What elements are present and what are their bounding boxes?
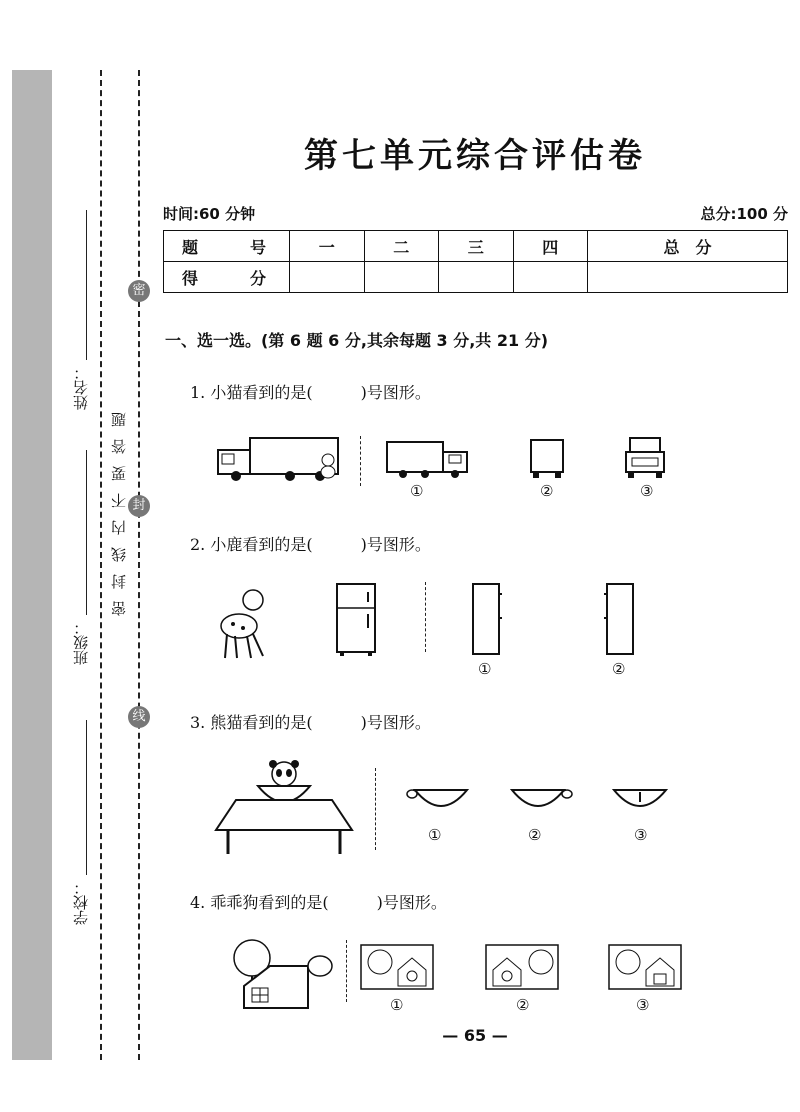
option-label: ①: [478, 660, 492, 678]
school-blank-line: [86, 720, 87, 875]
question-1-text: 1. 小猫看到的是( )号图形。: [190, 383, 431, 402]
binding-dash-line-1: [100, 70, 102, 1060]
option-2-house-tree-icon: [485, 944, 559, 992]
time-limit: 时间:60 分钟: [163, 205, 256, 223]
tree-house-dog-icon: [230, 936, 336, 1014]
option-2-fridge-side-icon: [600, 582, 636, 660]
fawn-icon: [215, 582, 273, 660]
score-cell: [588, 262, 788, 293]
binding-dash-line-2: [138, 70, 140, 1060]
score-row-label: 得 分: [164, 262, 290, 293]
school-label: 学校：: [72, 880, 90, 925]
score-header-cell: 总 分: [588, 231, 788, 262]
question-2-text: 2. 小鹿看到的是( )号图形。: [190, 535, 431, 554]
score-cell: [364, 262, 439, 293]
option-3-tree-house-icon: [608, 944, 682, 992]
seal-char-feng: 封: [128, 495, 150, 517]
page-title: 第七单元综合评估卷: [304, 136, 646, 176]
option-label: ③: [640, 482, 654, 500]
name-label: 姓名：: [72, 365, 90, 410]
option-3-bowl-icon: [610, 786, 670, 820]
option-1-truck-side-icon: [385, 440, 475, 480]
seal-char-mi: 密: [128, 280, 150, 302]
question-2-divider: [425, 582, 426, 652]
score-table-score-row: [164, 262, 788, 293]
question-3-text: 3. 熊猫看到的是( )号图形。: [190, 713, 431, 732]
class-label: 班级：: [72, 620, 90, 665]
question-4-divider: [346, 940, 347, 1002]
score-header-cell: 二: [364, 231, 439, 262]
binding-warning: 密封线内不要答题: [110, 400, 128, 616]
option-3-truck-front-icon: [624, 436, 668, 480]
question-3-divider: [375, 768, 376, 850]
option-label: ①: [390, 996, 404, 1014]
class-blank-line: [86, 450, 87, 615]
panda-bowl-table-icon: [212, 760, 358, 856]
truck-cat-scene-icon: [210, 432, 350, 484]
option-2-truck-back-icon: [528, 438, 568, 480]
option-label: ③: [634, 826, 648, 844]
score-header-cell: 题 号: [164, 231, 290, 262]
option-2-bowl-icon: [508, 786, 574, 820]
binding-strip: [12, 70, 52, 1060]
option-label: ①: [410, 482, 424, 500]
option-1-tree-house-icon: [360, 944, 434, 992]
score-table: [163, 230, 788, 293]
option-label: ③: [636, 996, 650, 1014]
score-cell: [290, 262, 365, 293]
score-header-cell: 一: [290, 231, 365, 262]
question-4-text: 4. 乖乖狗看到的是( )号图形。: [190, 893, 447, 912]
score-header-cell: 四: [513, 231, 588, 262]
option-label: ②: [516, 996, 530, 1014]
option-label: ①: [428, 826, 442, 844]
section-heading: 一、选一选。(第 6 题 6 分,其余每题 3 分,共 21 分): [165, 331, 549, 350]
name-blank-line: [86, 210, 87, 360]
option-label: ②: [612, 660, 626, 678]
option-1-bowl-icon: [405, 786, 471, 820]
seal-char-xian: 线: [128, 706, 150, 728]
score-cell: [513, 262, 588, 293]
question-1-divider: [360, 436, 361, 486]
score-header-cell: 三: [439, 231, 514, 262]
total-score: 总分:100 分: [700, 205, 788, 223]
option-label: ②: [528, 826, 542, 844]
page-number: — 65 —: [442, 1026, 508, 1045]
fridge-front-icon: [334, 582, 380, 658]
option-1-fridge-side-icon: [470, 582, 506, 660]
option-label: ②: [540, 482, 554, 500]
score-cell: [439, 262, 514, 293]
score-table-header-row: [164, 231, 788, 262]
